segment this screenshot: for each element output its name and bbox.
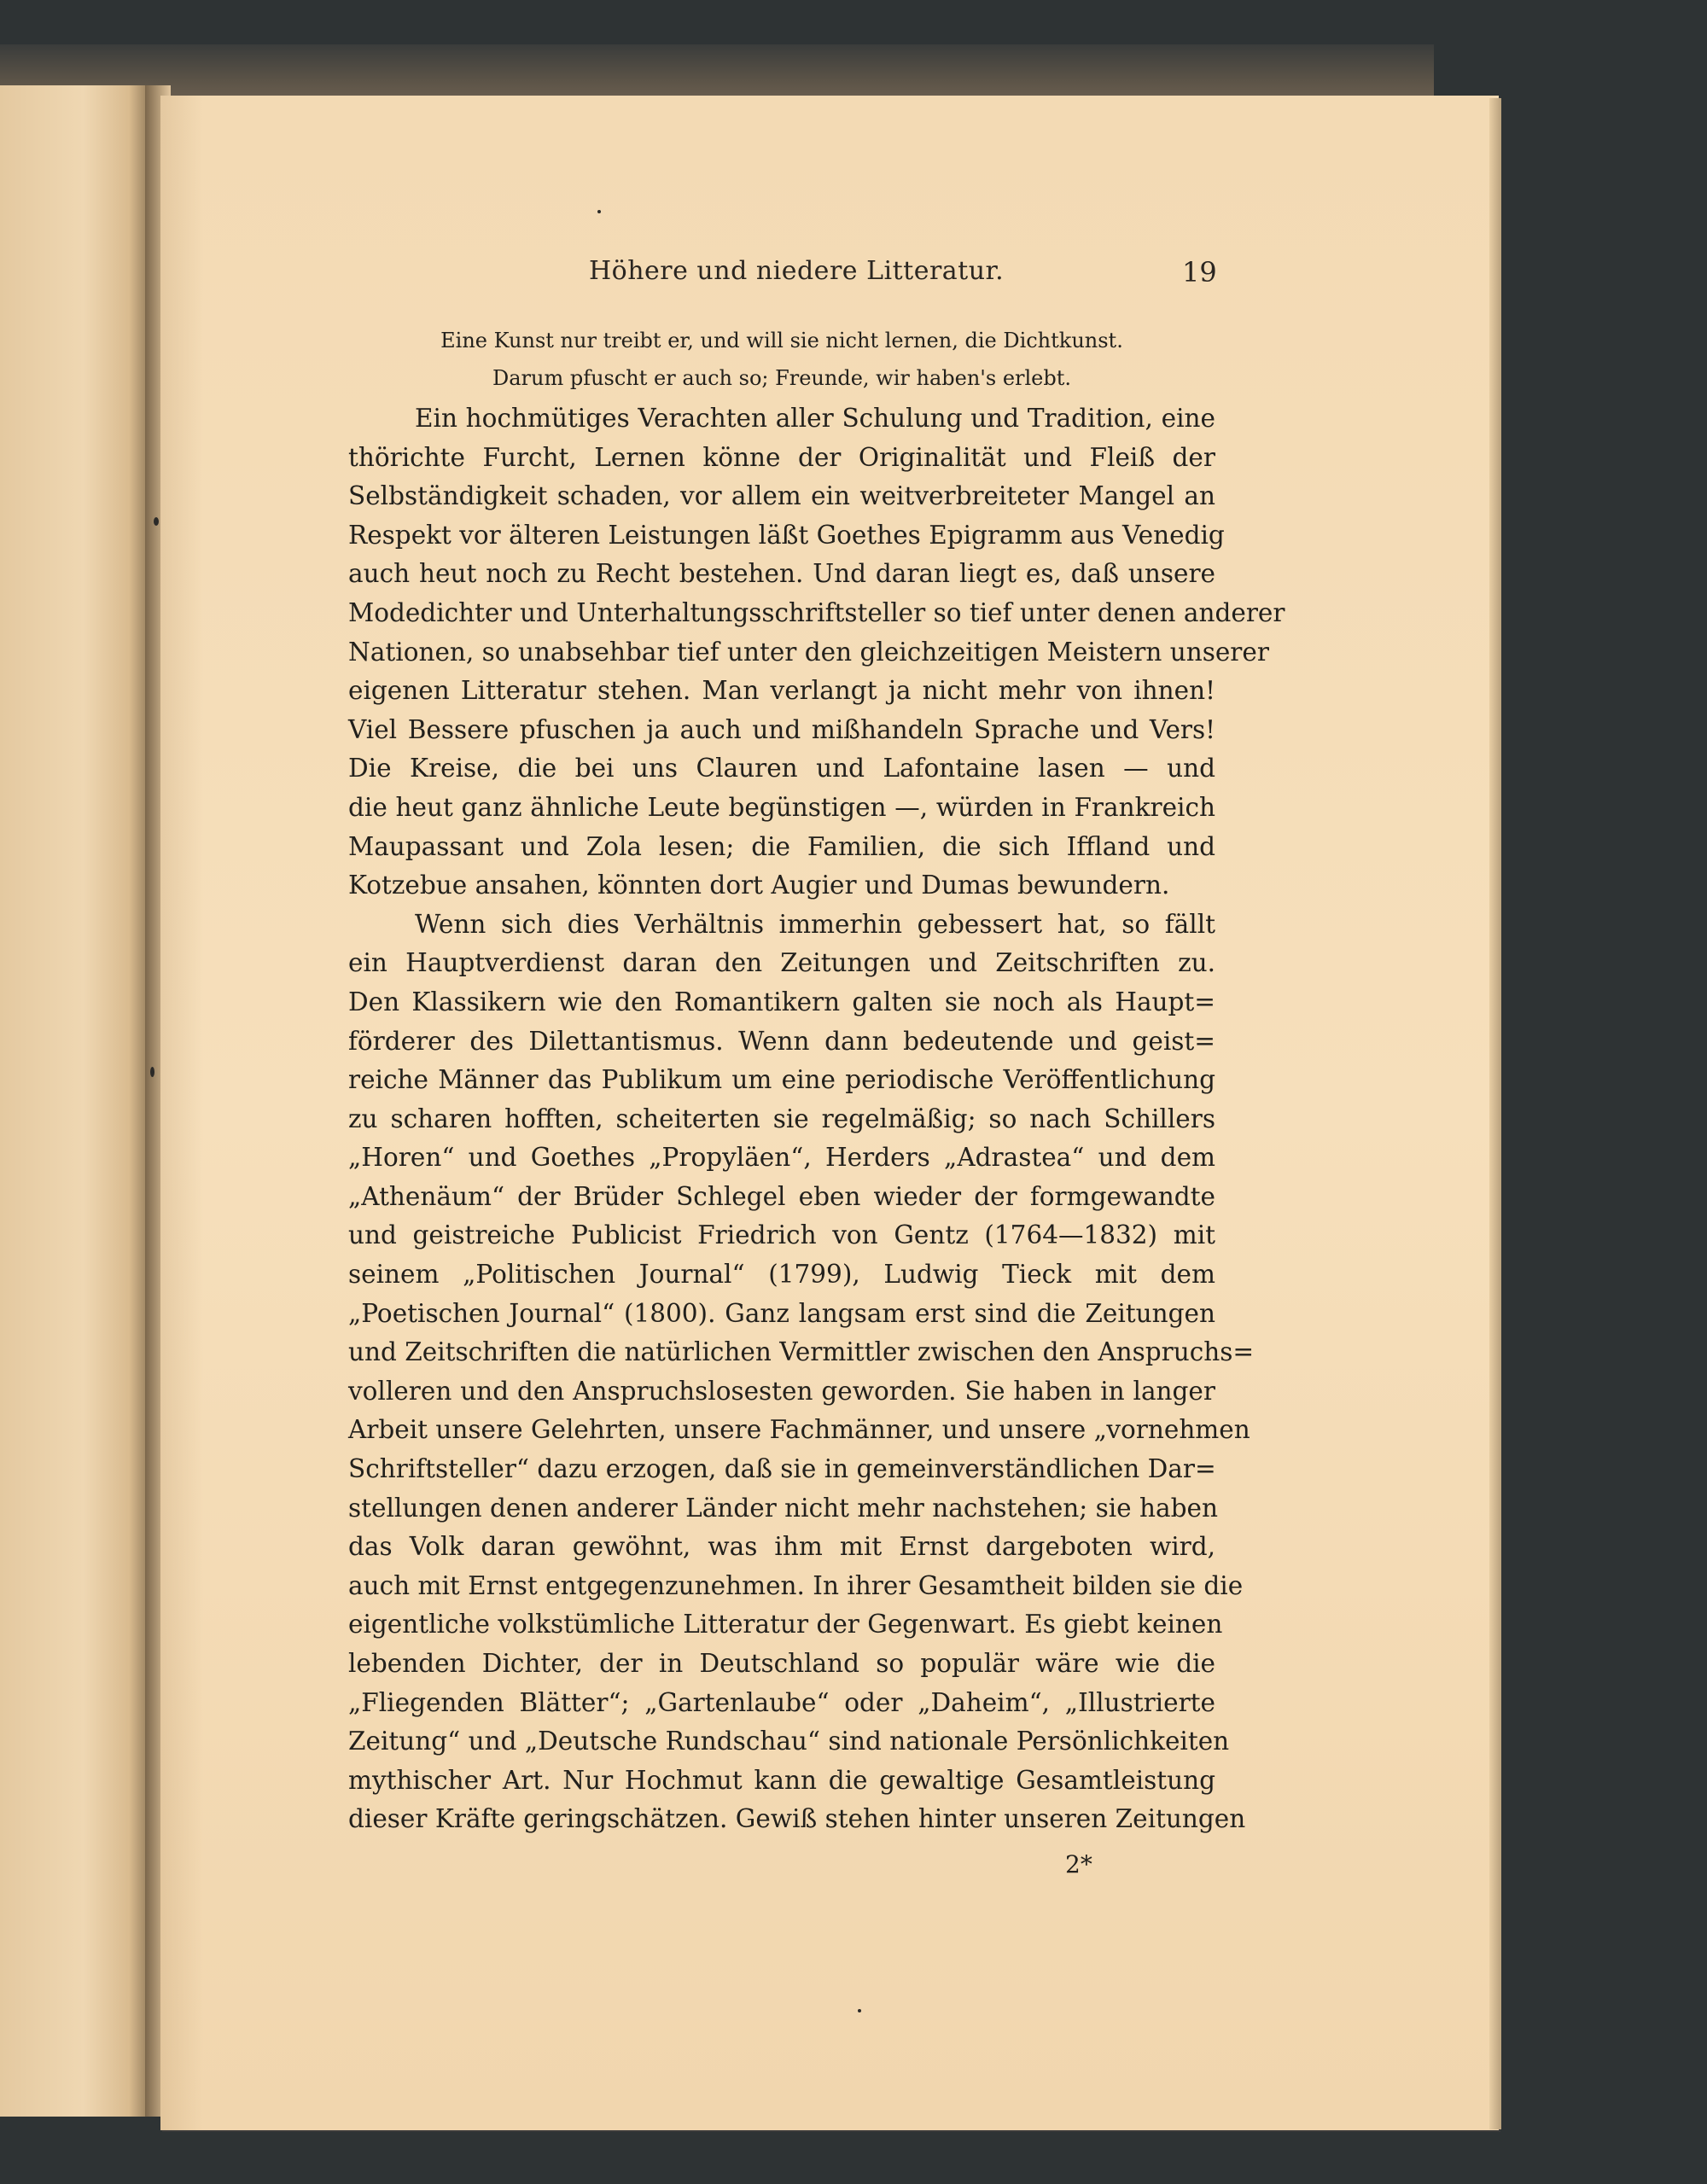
text-line: Schriftsteller“ dazu erzogen, daß sie in gemeinverständlichen Dar= — [348, 1454, 1216, 1484]
motto-line: Eine Kunst nur treibt er, und will sie nicht lernen, die Dichtkunst. — [440, 329, 1123, 352]
text-line: „Athenäum“ der Brüder Schlegel eben wieder der formgewandte — [348, 1181, 1215, 1211]
page-body — [348, 324, 1285, 1839]
text-line: eigenen Litteratur stehen. Man verlangt ja nicht mehr von ihnen! — [348, 676, 1215, 706]
text-line: förderer des Dilettantismus. Wenn dann bedeutende und geist= — [348, 1026, 1215, 1056]
text-line: stellungen denen anderer Länder nicht mehr nachstehen; sie haben — [348, 1493, 1218, 1523]
motto-block — [348, 324, 1215, 394]
text-line: die heut ganz ähnliche Leute begünstigen —, würden in Frankreich — [348, 792, 1215, 822]
running-title: Höhere und niedere Litteratur. — [589, 256, 1005, 286]
text-line: lebenden Dichter, der in Deutschland so populär wäre wie die — [348, 1649, 1215, 1678]
text-line: „Poetischen Journal“ (1800). Ganz langsam erst sind die Zeitungen — [348, 1298, 1215, 1328]
text-line: volleren und den Anspruchslosesten geworden. Sie haben in langer — [348, 1376, 1215, 1406]
page-number: 19 — [1182, 256, 1217, 288]
text-line: dieser Kräfte geringschätzen. Gewiß stehen hinter unseren Zeitungen — [348, 1804, 1246, 1834]
text-line: auch heut noch zu Recht bestehen. Und daran liegt es, daß unsere — [348, 559, 1215, 589]
text-line: ein Hauptverdienst daran den Zeitungen und Zeitschriften zu. — [348, 948, 1215, 978]
text-line: Arbeit unsere Gelehrten, unsere Fachmänner, und unsere „vornehmen — [348, 1415, 1250, 1445]
text-line: und geistreiche Publicist Friedrich von Gentz (1764—1832) mit — [348, 1220, 1215, 1250]
text-line: reiche Männer das Publikum um eine periodische Veröffentlichung — [348, 1065, 1215, 1095]
text-line: und Zeitschriften die natürlichen Vermittler zwischen den Anspruchs= — [348, 1337, 1255, 1367]
paper-speck — [154, 517, 159, 526]
text-line: Viel Bessere pfuschen ja auch und mißhandeln Sprache und Vers! — [348, 714, 1215, 744]
text-line: Modedichter und Unterhaltungsschriftsteller so tief unter denen anderer — [348, 597, 1285, 627]
left-page-edge — [0, 85, 152, 2117]
text-line: „Horen“ und Goethes „Propyläen“, Herders „Adrastea“ und dem — [348, 1143, 1215, 1173]
paragraph-2 — [348, 906, 1255, 1839]
text-line: Zeitung“ und „Deutsche Rundschau“ sind nationale Persönlichkeiten — [348, 1727, 1230, 1756]
text-line: Kotzebue ansahen, könnten dort Augier und Dumas bewundern. — [348, 871, 1170, 900]
text-line: das Volk daran gewöhnt, was ihm mit Ernst dargeboten wird, — [348, 1532, 1215, 1562]
text-line: Respekt vor älteren Leistungen läßt Goethes Epigramm aus Venedig — [348, 520, 1225, 550]
text-line: mythischer Art. Nur Hochmut kann die gewaltige Gesamtleistung — [348, 1765, 1215, 1795]
signature-mark: 2* — [1065, 1850, 1092, 1878]
paper-speck — [597, 210, 601, 213]
text-line: Den Klassikern wie den Romantikern galten sie noch als Haupt= — [348, 987, 1215, 1016]
text-line: seinem „Politischen Journal“ (1799), Ludwig Tieck mit dem — [348, 1260, 1215, 1290]
page-fore-edge — [1489, 98, 1501, 2129]
motto-line: Darum pfuscht er auch so; Freunde, wir haben's erlebt. — [492, 366, 1072, 390]
text-line: eigentliche volkstümliche Litteratur der Gegenwart. Es giebt keinen — [348, 1610, 1223, 1639]
text-line: Selbständigkeit schaden, vor allem ein weitverbreiteter Mangel an — [348, 481, 1215, 511]
paragraph-1 — [348, 399, 1285, 906]
text-line: Maupassant und Zola lesen; die Familien, die sich Iffland und — [348, 831, 1215, 861]
text-line: Die Kreise, die bei uns Clauren und Lafontaine lasen — und — [348, 754, 1215, 783]
text-line: Ein hochmütiges Verachten aller Schulung und Tradition, eine — [415, 404, 1215, 433]
text-line: Wenn sich dies Verhältnis immerhin gebessert hat, so fällt — [415, 909, 1215, 939]
text-line: zu scharen hofften, scheiterten sie regelmäßig; so nach Schillers — [348, 1104, 1215, 1133]
paper-speck — [858, 2009, 861, 2012]
paper-speck — [150, 1067, 154, 1077]
text-line: thörichte Furcht, Lernen könne der Originalität und Fleiß der — [348, 442, 1215, 472]
text-line: auch mit Ernst entgegenzunehmen. In ihrer Gesamtheit bilden sie die — [348, 1570, 1244, 1600]
text-line: Nationen, so unabsehbar tief unter den gleichzeitigen Meistern unserer — [348, 637, 1269, 667]
text-line: „Fliegenden Blätter“; „Gartenlaube“ oder „Daheim“, „Illustrierte — [348, 1687, 1215, 1717]
